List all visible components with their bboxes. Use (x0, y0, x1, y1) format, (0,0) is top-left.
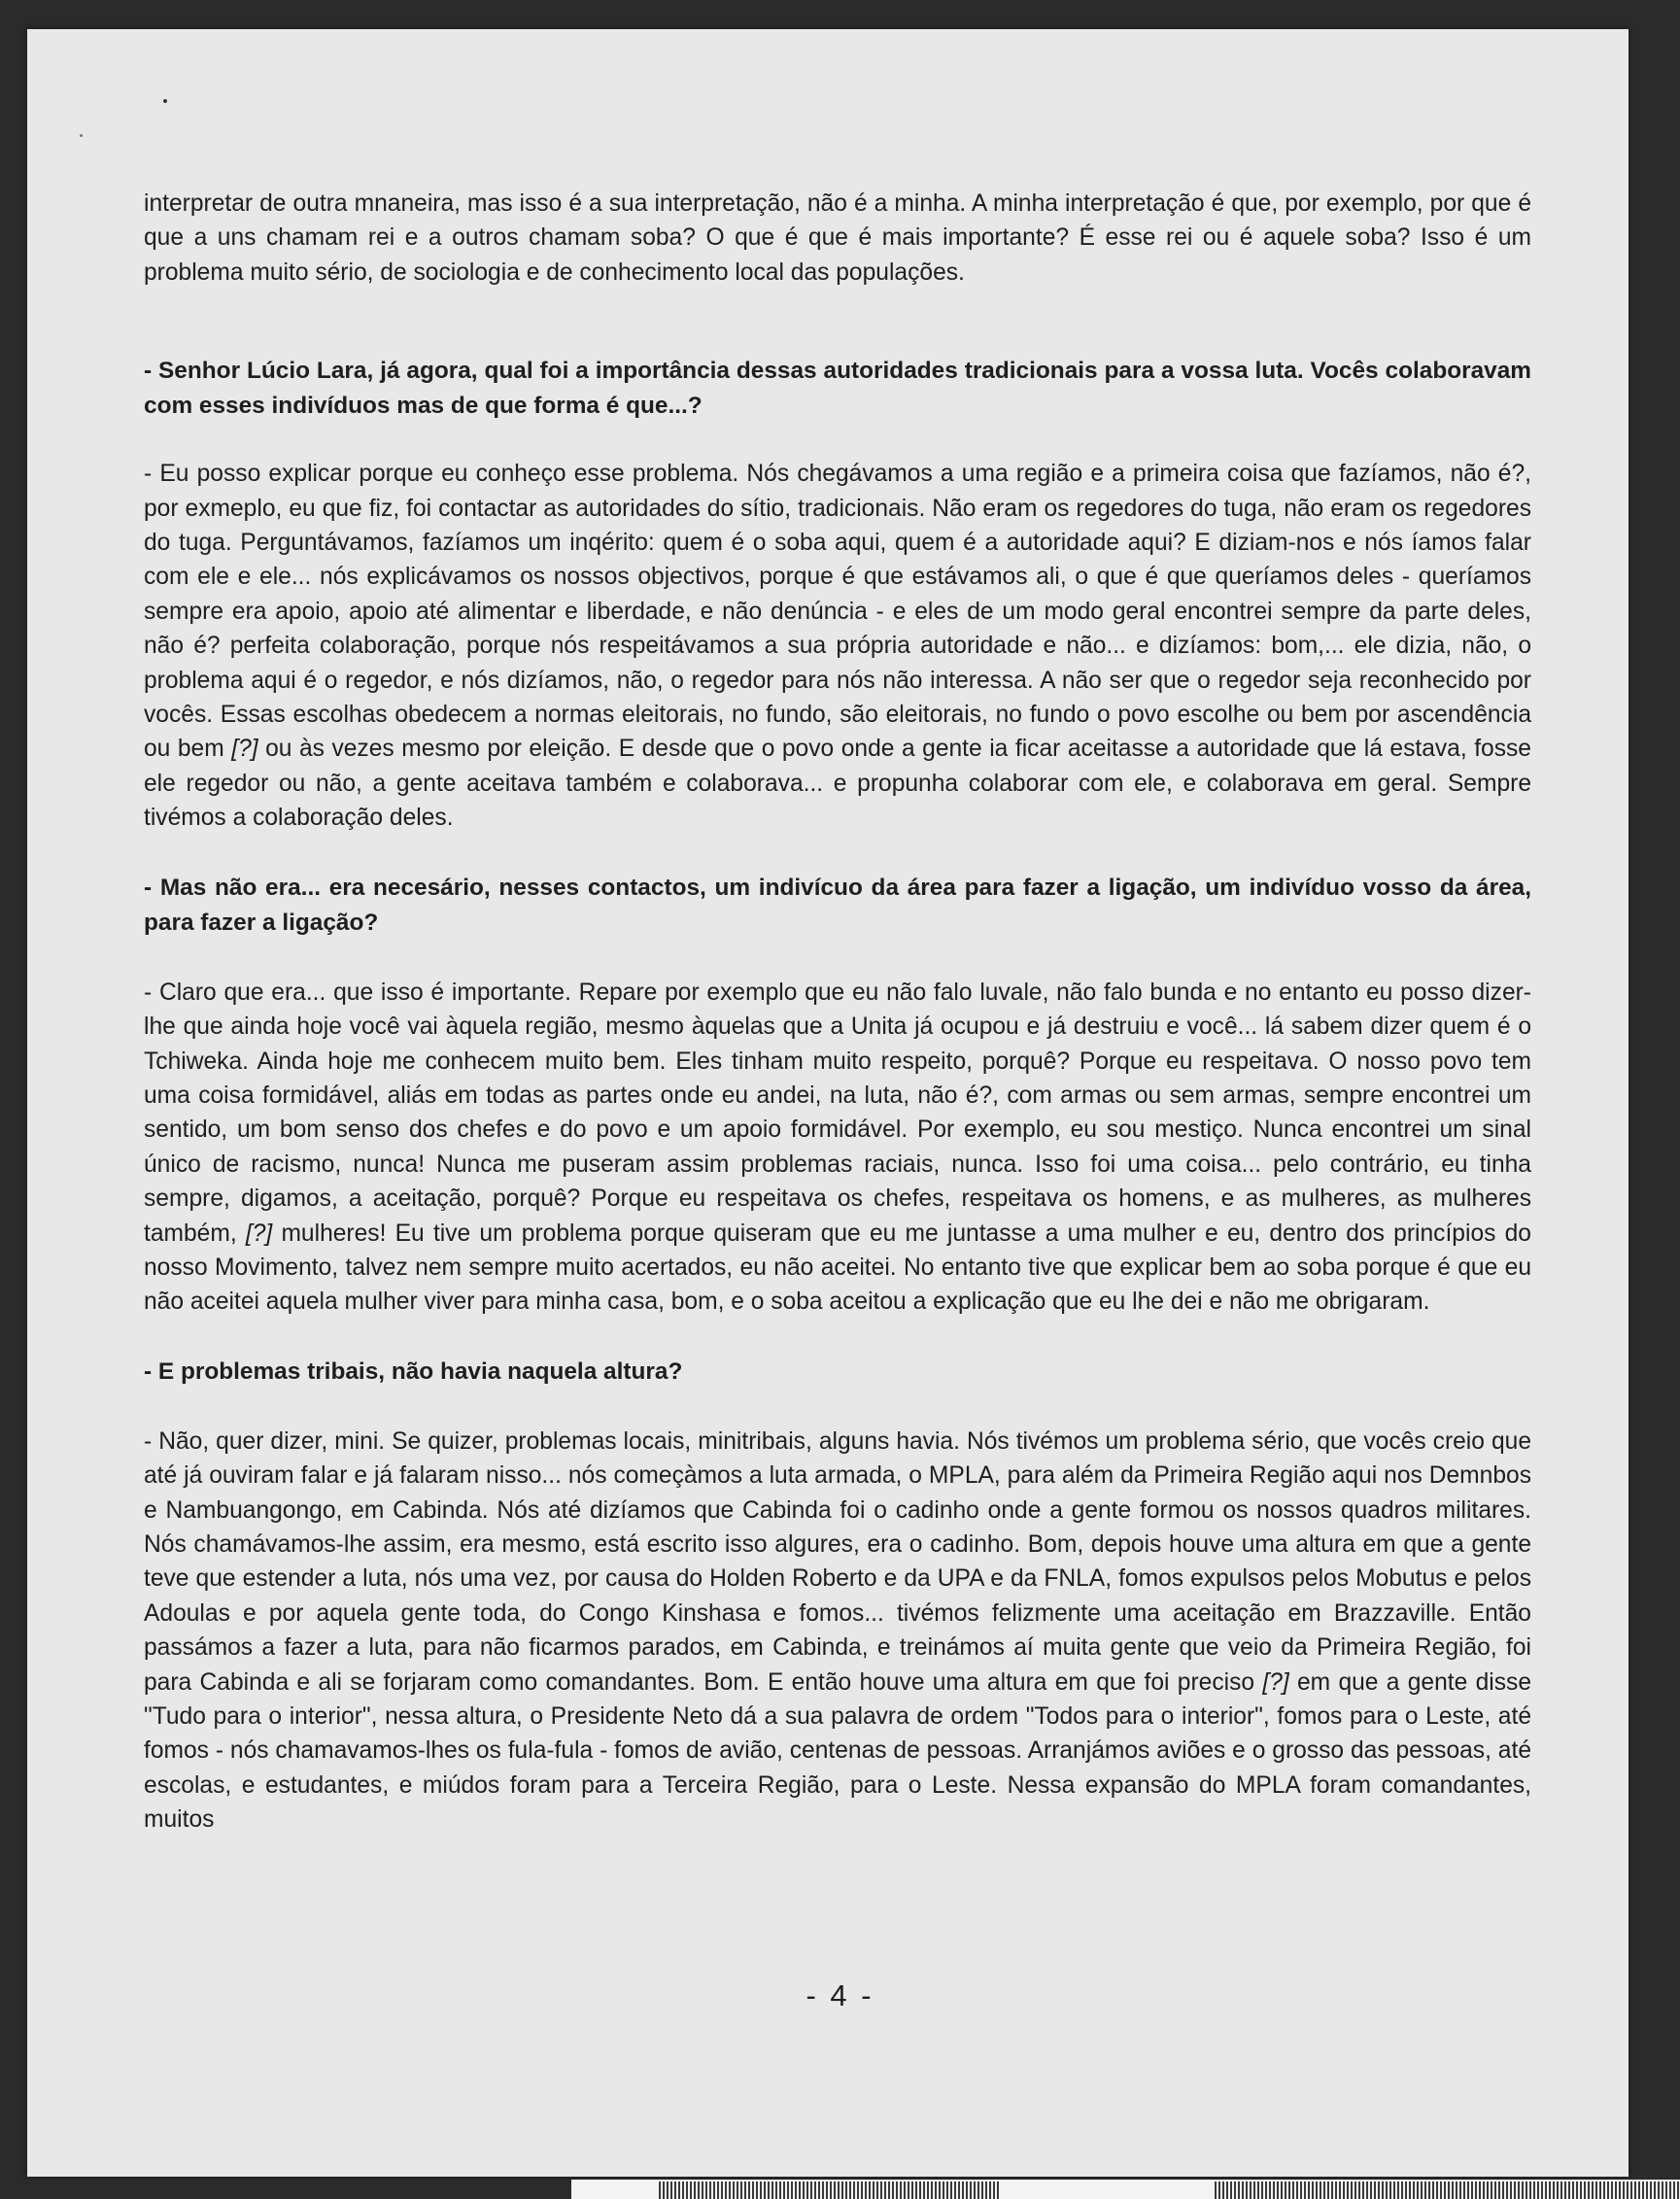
uncertain-marker: [?] (1262, 1668, 1289, 1696)
answer-text: - Claro que era... que isso é importante. Repare por exemplo que eu não falo luvale, não falo bunda e no entanto eu posso dizer-lhe que ainda hoje você vai àquela região, mesmo àquelas que a Unita já ocupou e já destruiu e você... lá sabem dizer quem é o Tchiweka. Ainda hoje me conhecem muito bem. Eles tinham muito respeito, porquê? Porque eu respeitava. O nosso povo tem uma coisa formidável, aliás em todas as partes onde eu andei, na luta, não é?, com armas ou sem armas, sempre encontrei um sentido, um bom senso dos chefes e do povo e um apoio formidável. Por exemplo, eu sou mestiço. Nunca encontrei um sinal único de racismo, nunca! Nunca me puseram assim problemas raciais, nunca. Isso foi uma coisa... pelo contrário, eu tinha sempre, digamos, a aceitação, porquê? Porque eu respeitava os chefes, respeitava os homens, e as mulheres, as mulheres também, (144, 979, 1531, 1247)
answer-text: - Eu posso explicar porque eu conheço esse problema. Nós chegávamos a uma região e a primeira coisa que fazíamos, não é?, por exmeplo, eu que fiz, foi contactar as autoridades do sítio, tradicionais. Não eram os regedores do tuga, não eram os regedores do tuga. Perguntávamos, fazíamos um inqérito: quem é o soba aqui, quem é a autoridade aqui? E diziam-nos e nós íamos falar com ele e ele... nós explicávamos os nossos objectivos, porque é que estávamos ali, o que é que queríamos deles - queríamos sempre era apoio, apoio até alimentar e liberdade, e não denúncia - e eles de um modo geral encontrei sempre da parte deles, não é? perfeita colaboração, porque nós respeitávamos a sua própria autoridade e não... e dizíamos: bom,... ele dizia, não, o problema aqui é o regedor, e nós dizíamos, não, o regedor para nós não interessa. A não ser que o regedor seja reconhecido por vocês. Essas escolhas obedecem a normas eleitorais, no fundo, são eleitorais, no fundo o povo escolhe ou bem por ascendência ou bem (144, 461, 1531, 763)
document-body (144, 187, 1531, 1838)
answer-paragraph-2 (144, 457, 1531, 835)
paper-speck (163, 99, 167, 103)
ruler-segment (571, 2180, 659, 2199)
answer-paragraph-1: interpretar de outra mnaneira, mas isso é a sua interpretação, não é a minha. A minha interpretação é que, por exemplo, por que é que a uns chamam rei e a outros chamam soba? O que é que é mais importante? É esse rei ou é aquele soba? Isso é um problema muito sério, de sociologia e de conhecimento local das populações. (144, 190, 1531, 286)
answer-text: em que a gente disse "Tudo para o interior", nessa altura, o Presidente Neto dá a sua palavra de ordem "Todos para o interior", fomos para o Leste, até fomos - nós chamavamos-lhes os fula-fula - fomos de avião, centenas de pessoas. Arranjámos aviões e o grosso das pessoas, até escolas, e estudantes, e miúdos foram para a Terceira Região, para o Leste. Nessa expansão do MPLA foram comandantes, muitos (144, 1668, 1531, 1834)
answer-paragraph-4 (144, 1425, 1531, 1838)
uncertain-marker: [?] (245, 1220, 273, 1247)
question-paragraph-1: - Senhor Lúcio Lara, já agora, qual foi a importância dessas autoridades tradicionais para a vossa luta. Vocês colaboravam com esses indivíduos mas de que forma é que...? (144, 358, 1531, 420)
question-paragraph-3: - E problemas tribais, não havia naquela altura? (144, 1357, 683, 1385)
page-number: - 4 - (806, 1978, 874, 2012)
question-paragraph-2: - Mas não era... era necesário, nesses contactos, um indivícuo da área para fazer a ligação, um indivíduo vosso da área, para fazer a ligação? (144, 874, 1531, 936)
answer-text: mulheres! Eu tive um problema porque quiseram que eu me juntasse a uma mulher e eu, dentro dos princípios do nosso Movimento, talvez nem sempre muito acertados, eu não aceitei. No entanto tive que explicar bem ao soba porque é que eu não aceitei aquela mulher viver para minha casa, bom, e o soba aceitou a explicação que eu lhe dei e não me obrigaram. (144, 1220, 1531, 1316)
answer-text: - Não, quer dizer, mini. Se quizer, problemas locais, minitribais, alguns havia. Nós tivémos um problema sério, que vocês creio que até já ouviram falar e já falaram nisso... nós começàmos a luta armada, o MPLA, para além da Primeira Região aqui nos Demnbos e Nambuangongo, em Cabinda. Nós até dizíamos que Cabinda foi o cadinho onde a gente formou os nossos quadros militares. Nós chamávamos-lhe assim, era mesmo, está escrito isso algures, era o cadinho. Bom, depois houve uma altura em que a gente teve que estender a luta, nós uma vez, por causa do Holden Roberto e da UPA e da FNLA, fomos expulsos pelos Mobutus e pelos Adoulas e por aquela gente toda, do Congo Kinshasa e fomos... tivémos felizmente uma aceitação em Brazzaville. Então passámos a fazer a luta, para não ficarmos parados, em Cabinda, e treinámos aí muita gente que veio da Primeira Região, foi para Cabinda e ali se forjaram como comandantes. Bom. E então houve uma altura em que foi preciso (144, 1427, 1531, 1696)
uncertain-marker: [?] (231, 736, 258, 763)
paper-speck (80, 134, 83, 137)
answer-paragraph-3 (144, 976, 1531, 1320)
answer-text: ou às vezes mesmo por eleição. E desde que o povo onde a gente ia ficar aceitasse a autoridade que lá estava, fosse ele regedor ou não, a gente aceitava também e colaborava... e propunha colaborar com ele, e colaborava em geral. Sempre tivémos a colaboração deles. (144, 736, 1531, 832)
ruler-segment (1001, 2180, 1215, 2199)
